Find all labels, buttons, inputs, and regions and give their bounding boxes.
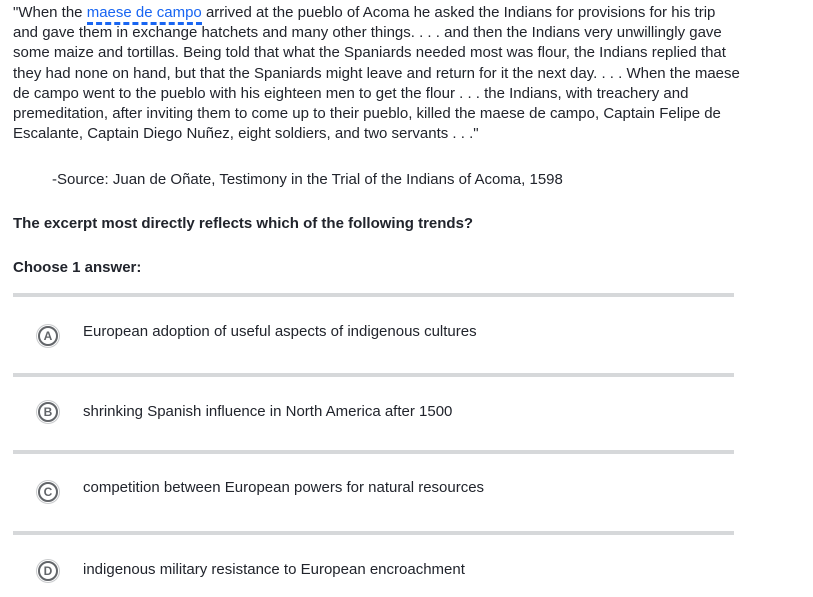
choice-d-text: indigenous military resistance to European encroachment: [83, 561, 465, 578]
question-prompt: The excerpt most directly reflects which of the following trends?: [13, 215, 474, 232]
answer-choices: [13, 293, 734, 597]
choice-a-radio-icon[interactable]: A: [38, 326, 58, 346]
passage-open-quote: "When the: [13, 4, 87, 21]
choice-c[interactable]: [13, 450, 734, 531]
choice-c-radio-icon[interactable]: C: [38, 482, 58, 502]
choice-b-radio-icon[interactable]: B: [38, 402, 58, 422]
passage-text: [13, 3, 741, 144]
passage-body: arrived at the pueblo of Acoma he asked the Indians for provisions for his trip and gave them in exchange hatchets and many other things. . . . and then the Indians very unwillingly gave some maize and tortillas. Being told that what the Spaniards needed most was flour, the Indians replied that they had none on hand, but that the Spaniards might leave and return for it the next day. . . . When the maese de campo went to the pueblo with his eighteen men to get the flour . . . the Indians, with treachery and premeditation, after inviting them to come up to their pueblo, killed the maese de campo, Captain Felipe de Escalante, Captain Diego Nuñez, eight soldiers, and two servants . . .": [13, 4, 740, 143]
choice-b[interactable]: [13, 373, 734, 450]
choice-c-text: competition between European powers for natural resources: [83, 479, 485, 496]
choice-d[interactable]: [13, 531, 734, 597]
choice-d-radio-icon[interactable]: D: [38, 561, 58, 581]
source-citation: -Source: Juan de Oñate, Testimony in the Trial of the Indians of Acoma, 1598: [52, 171, 563, 188]
maese-de-campo-link[interactable]: maese de campo: [87, 4, 202, 25]
choice-a[interactable]: [13, 293, 734, 373]
choice-a-text: European adoption of useful aspects of indigenous cultures: [83, 323, 477, 340]
choose-instruction: Choose 1 answer:: [13, 259, 142, 276]
choice-b-text: shrinking Spanish influence in North America after 1500: [83, 403, 453, 420]
